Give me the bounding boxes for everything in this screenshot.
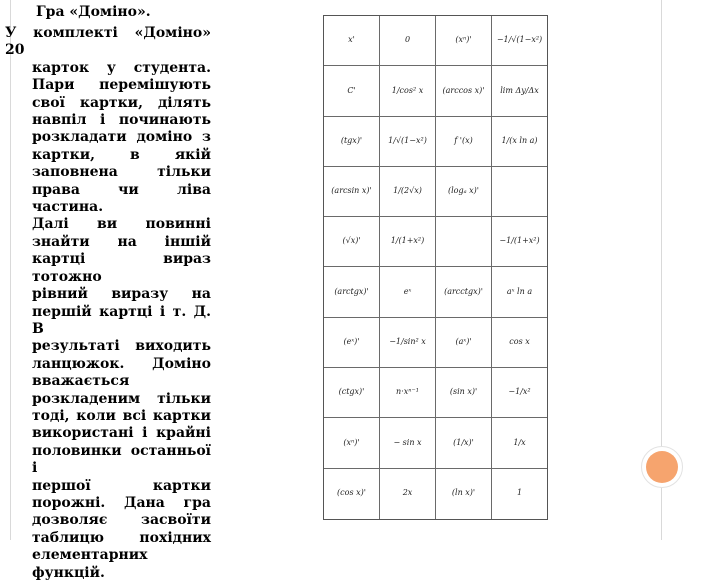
description-line: результаті виходить [32,338,211,355]
description-line: Далі ви повинні [32,216,211,233]
domino-cell: (xⁿ)' [324,418,380,468]
description-line: картці вираз тотожно [32,251,211,285]
domino-cell: (sin x)' [436,368,492,418]
description-line: картки, в якій [32,146,211,163]
domino-cell: (cos x)' [324,469,380,519]
domino-cell: (arccos x)' [436,66,492,116]
domino-cell: 1/(1+x²) [380,217,436,267]
description-line: використані і крайні [32,425,211,442]
domino-cell: C' [324,66,380,116]
domino-cell: (logₐ x)' [436,167,492,217]
derivative-domino-table [323,15,548,520]
domino-cell: (ctgx)' [324,368,380,418]
domino-cell: lim Δy/Δx [492,66,547,116]
description-line: заповнена тільки [32,164,211,181]
description-line: У комплекті «Доміно» 20 [5,25,211,59]
description-line: таблицю похідних [32,529,211,546]
description-line: елементарних функцій. [32,547,148,581]
domino-cell: 1/(2√x) [380,167,436,217]
domino-cell: 1/x [492,418,547,468]
description-line: ланцюжок. Доміно [32,355,211,372]
domino-cell: 1 [516,488,523,498]
domino-cell: 2x [380,469,436,519]
domino-cell: eˣ [380,267,436,317]
domino-cell: (arctgx)' [324,267,380,317]
description-line: розкладати доміно з [32,129,211,146]
description-line: навпіл і починають [32,112,211,129]
description-line: Пари перемішують [32,77,211,94]
domino-cell: cos x [492,318,547,368]
domino-cell: −1/(1+x²) [492,217,547,267]
domino-cell: (aˣ)' [436,318,492,368]
domino-cell: (tgx)' [324,117,380,167]
domino-cell: 1/√(1−x²) [380,117,436,167]
description-line: дозволяє засвоїти [32,512,211,529]
description-line: тоді, коли всі картки [32,407,211,424]
description-line: права чи ліва частина. [32,181,211,216]
description-line: рівний виразу на [32,286,211,303]
domino-cell: − sin x [380,418,436,468]
description-line: свої картки, ділять [32,94,211,111]
domino-cell: −1/√(1−x²) [492,16,547,66]
domino-cell: 0 [380,16,436,66]
description-line: порожні. Дана гра [32,494,211,511]
domino-cell: 1/cos² x [380,66,436,116]
domino-cell: (√x)' [324,217,380,267]
description-line: половинки останньої і [32,442,211,477]
domino-cell: (eˣ)' [324,318,380,368]
domino-cell: f '(x) [436,117,492,167]
domino-cell: (arcsin x)' [324,167,380,217]
decorative-orange-circle [646,451,678,483]
description-line: вважається [32,373,130,390]
description-line: знайти на іншій [32,233,211,250]
description-line: розкладеним тільки [32,390,211,407]
domino-cell: n·xⁿ⁻¹ [380,368,436,418]
domino-cell: −1/x² [492,368,547,418]
domino-cell: 1/(x ln a) [492,117,547,167]
domino-cell: −1/sin² x [380,318,436,368]
domino-cell: aˣ ln a [492,267,547,317]
domino-cell: (1/x)' [436,418,492,468]
description-line: карток у студента. [32,59,211,76]
description-line: першій картці і т. Д. В [32,303,211,337]
domino-cell [436,217,492,267]
description-text [5,25,211,582]
slide-title: Гра «Доміно». [36,4,151,20]
domino-cell: x' [324,16,380,66]
description-line: першої картки [32,477,211,494]
domino-cell [492,167,547,217]
domino-cell: (arcctgx)' [436,267,492,317]
domino-cell: (ln x)' [436,469,492,519]
domino-cell: (xⁿ)' [436,16,492,66]
